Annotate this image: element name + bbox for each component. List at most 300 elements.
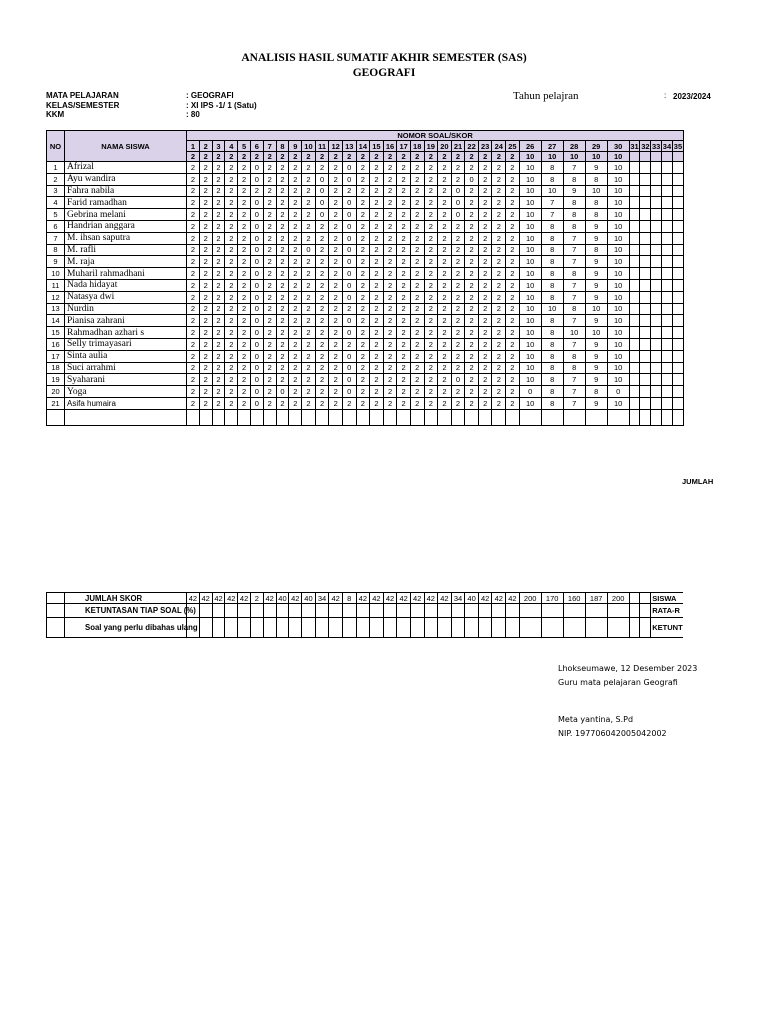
score-cell [629, 386, 640, 398]
score-cell [672, 268, 683, 280]
summary-cell [238, 618, 251, 638]
score-cell: 2 [212, 244, 225, 256]
score-cell: 2 [342, 397, 356, 409]
score-cell: 2 [465, 162, 479, 174]
score-cell: 2 [289, 303, 302, 315]
score-cell: 7 [563, 386, 585, 398]
score-cell: 7 [541, 209, 563, 221]
summary-cell: 42 [424, 593, 438, 604]
score-cell: 2 [451, 268, 465, 280]
score-cell: 2 [383, 185, 397, 197]
score-cell: 2 [187, 209, 200, 221]
score-cell: 9 [585, 268, 607, 280]
summary-blank [47, 593, 65, 604]
score-cell: 2 [383, 209, 397, 221]
score-cell [629, 374, 640, 386]
summary-cell [478, 604, 492, 618]
score-cell [640, 232, 651, 244]
summary-cell [424, 604, 438, 618]
document-subtitle: GEOGRAFI [352, 67, 416, 79]
summary-cell [263, 618, 276, 638]
student-no: 15 [47, 327, 65, 339]
score-cell: 2 [225, 268, 238, 280]
score-cell: 8 [585, 209, 607, 221]
summary-cell [397, 604, 411, 618]
score-cell: 2 [302, 162, 316, 174]
score-cell: 0 [451, 185, 465, 197]
summary-cell [585, 604, 607, 618]
score-cell: 2 [397, 173, 411, 185]
summary-cell: 42 [225, 593, 238, 604]
score-cell: 0 [342, 162, 356, 174]
score-cell: 2 [263, 162, 276, 174]
score-cell: 2 [438, 268, 452, 280]
table-row [47, 173, 684, 185]
score-cell [629, 291, 640, 303]
score-cell: 10 [607, 338, 629, 350]
table-row [47, 162, 684, 174]
score-cell: 2 [438, 162, 452, 174]
score-cell: 2 [397, 185, 411, 197]
name-header: NAMA SISWA [65, 131, 187, 162]
score-cell: 2 [263, 232, 276, 244]
score-cell [629, 397, 640, 409]
student-name: Gebrina melani [65, 209, 187, 221]
score-cell: 2 [289, 185, 302, 197]
student-name: Farid ramadhan [65, 197, 187, 209]
score-cell: 2 [289, 327, 302, 339]
score-cell: 2 [465, 362, 479, 374]
score-cell: 2 [212, 197, 225, 209]
score-cell: 2 [451, 256, 465, 268]
score-cell [629, 220, 640, 232]
summary-cell [541, 604, 563, 618]
score-cell [672, 185, 683, 197]
score-cell: 2 [199, 256, 212, 268]
summary-cell [212, 618, 225, 638]
question-number-header: 5 [238, 141, 251, 152]
jumlah-side-label: JUMLAH [682, 477, 714, 486]
score-cell: 2 [424, 244, 438, 256]
score-cell: 2 [410, 279, 424, 291]
score-cell: 2 [506, 173, 520, 185]
score-cell: 8 [563, 362, 585, 374]
score-cell: 10 [519, 362, 541, 374]
score-cell: 2 [506, 232, 520, 244]
summary-cell [199, 618, 212, 638]
score-cell: 10 [519, 374, 541, 386]
score-cell: 2 [397, 338, 411, 350]
score-cell [662, 173, 673, 185]
score-cell: 2 [410, 209, 424, 221]
table-row [47, 397, 684, 409]
score-cell: 0 [250, 197, 263, 209]
score-cell: 2 [410, 162, 424, 174]
score-cell [651, 291, 662, 303]
score-cell: 2 [492, 338, 506, 350]
score-cell [651, 185, 662, 197]
summary-cell: 42 [478, 593, 492, 604]
score-cell: 2 [289, 338, 302, 350]
score-cell [672, 220, 683, 232]
score-cell: 2 [263, 173, 276, 185]
score-cell [640, 291, 651, 303]
question-number-header: 35 [673, 141, 683, 151]
score-cell: 10 [607, 256, 629, 268]
score-cell: 2 [383, 338, 397, 350]
score-cell: 2 [492, 327, 506, 339]
table-row [47, 279, 684, 291]
score-cell: 2 [225, 220, 238, 232]
score-cell: 2 [383, 362, 397, 374]
score-cell: 2 [356, 244, 370, 256]
score-cell: 2 [199, 209, 212, 221]
score-cell [662, 209, 673, 221]
summary-cell: 42 [506, 593, 520, 604]
score-cell: 2 [315, 256, 329, 268]
score-cell: 2 [225, 232, 238, 244]
blank-cell [607, 409, 629, 425]
score-cell: 2 [289, 256, 302, 268]
score-cell: 2 [370, 291, 384, 303]
mapel-label: MATA PELAJARAN [46, 91, 119, 100]
score-cell: 2 [397, 268, 411, 280]
score-cell: 2 [356, 256, 370, 268]
score-cell: 2 [465, 256, 479, 268]
score-cell: 10 [607, 291, 629, 303]
score-cell: 2 [225, 303, 238, 315]
score-cell: 2 [315, 268, 329, 280]
score-cell: 2 [263, 220, 276, 232]
summary-cell [225, 604, 238, 618]
student-no: 4 [47, 197, 65, 209]
score-cell: 2 [225, 209, 238, 221]
max-score-cell: 2 [342, 152, 356, 162]
max-score-cell: 2 [199, 152, 212, 162]
score-cell: 2 [302, 173, 316, 185]
score-cell: 2 [212, 338, 225, 350]
kelas-value: : XI IPS -1/ 1 (Satu) [186, 100, 257, 110]
score-cell [672, 362, 683, 374]
score-cell: 2 [302, 220, 316, 232]
score-cell: 7 [563, 256, 585, 268]
score-cell: 2 [315, 327, 329, 339]
score-cell: 2 [370, 386, 384, 398]
question-number-header: 24 [492, 141, 506, 152]
score-cell: 2 [424, 173, 438, 185]
student-no: 20 [47, 386, 65, 398]
score-cell: 2 [506, 162, 520, 174]
score-cell: 2 [438, 173, 452, 185]
score-cell: 2 [329, 220, 343, 232]
student-name: Suci arrahmi [65, 362, 187, 374]
score-cell: 10 [519, 291, 541, 303]
score-cell: 2 [356, 374, 370, 386]
score-cell: 0 [465, 173, 479, 185]
table-row [47, 350, 684, 362]
question-number-header: 33 [651, 141, 661, 151]
score-cell: 9 [585, 374, 607, 386]
score-cell: 2 [438, 374, 452, 386]
summary-cell [640, 593, 651, 604]
score-cell: 2 [263, 350, 276, 362]
score-cell: 2 [424, 315, 438, 327]
score-cell: 2 [478, 197, 492, 209]
max-score-cell [651, 152, 662, 162]
score-cell: 10 [607, 315, 629, 327]
score-cell: 0 [302, 244, 316, 256]
score-cell: 10 [607, 268, 629, 280]
student-name: Sinta aulia [65, 350, 187, 362]
score-cell: 2 [397, 362, 411, 374]
score-cell: 2 [383, 397, 397, 409]
score-cell: 2 [397, 303, 411, 315]
blank-cell [640, 409, 651, 425]
summary-cell: 170 [541, 593, 563, 604]
score-cell: 2 [492, 173, 506, 185]
score-cell: 2 [329, 303, 343, 315]
summary-cell: 34 [451, 593, 465, 604]
summary-cell [492, 618, 506, 638]
score-cell: 0 [342, 350, 356, 362]
score-cell: 2 [342, 303, 356, 315]
score-cell: 0 [250, 362, 263, 374]
score-cell [640, 303, 651, 315]
summary-cell [276, 604, 289, 618]
score-cell: 0 [342, 327, 356, 339]
blank-cell [438, 409, 452, 425]
score-cell: 2 [397, 279, 411, 291]
summary-cell: 40 [276, 593, 289, 604]
score-cell: 2 [225, 315, 238, 327]
score-cell: 2 [225, 173, 238, 185]
score-cell: 2 [263, 303, 276, 315]
table-row [47, 197, 684, 209]
score-cell: 2 [302, 197, 316, 209]
score-cell: 2 [238, 268, 251, 280]
summary-cell: 40 [465, 593, 479, 604]
score-cell: 2 [397, 327, 411, 339]
score-cell: 2 [212, 374, 225, 386]
score-cell: 10 [607, 185, 629, 197]
student-no: 11 [47, 279, 65, 291]
summary-table [46, 592, 683, 638]
score-cell: 2 [276, 197, 289, 209]
score-cell: 2 [506, 185, 520, 197]
question-number-header: 16 [383, 141, 397, 152]
score-cell: 2 [187, 268, 200, 280]
student-name: M. rafli [65, 244, 187, 256]
score-cell: 2 [212, 279, 225, 291]
score-cell: 9 [585, 362, 607, 374]
score-cell: 2 [465, 185, 479, 197]
score-cell: 2 [225, 197, 238, 209]
summary-cell [640, 604, 651, 618]
score-cell: 2 [451, 303, 465, 315]
score-cell: 2 [465, 374, 479, 386]
blank-cell [65, 409, 187, 425]
score-cell: 2 [465, 397, 479, 409]
score-cell: 9 [585, 315, 607, 327]
score-cell: 2 [451, 362, 465, 374]
score-cell: 2 [410, 338, 424, 350]
question-number-header: 29 [585, 141, 607, 152]
score-cell: 2 [492, 268, 506, 280]
score-cell [662, 386, 673, 398]
score-cell: 10 [563, 327, 585, 339]
score-cell: 2 [478, 303, 492, 315]
score-cell [640, 244, 651, 256]
score-cell: 2 [199, 291, 212, 303]
score-cell: 0 [342, 256, 356, 268]
summary-cell [629, 593, 640, 604]
score-cell: 7 [563, 338, 585, 350]
score-cell: 2 [276, 338, 289, 350]
blank-cell [585, 409, 607, 425]
score-cell: 2 [383, 327, 397, 339]
summary-cell [289, 618, 302, 638]
score-cell: 10 [585, 185, 607, 197]
score-cell: 2 [438, 209, 452, 221]
score-cell: 2 [506, 244, 520, 256]
score-cell: 10 [607, 220, 629, 232]
summary-cell [199, 604, 212, 618]
score-cell: 2 [238, 338, 251, 350]
score-cell: 2 [276, 268, 289, 280]
score-cell: 2 [478, 279, 492, 291]
score-cell: 2 [383, 350, 397, 362]
score-cell: 2 [438, 327, 452, 339]
score-cell: 0 [250, 374, 263, 386]
score-cell: 2 [451, 232, 465, 244]
score-cell: 2 [438, 279, 452, 291]
score-cell [662, 327, 673, 339]
score-cell: 2 [302, 327, 316, 339]
score-cell: 2 [438, 362, 452, 374]
score-cell: 10 [519, 279, 541, 291]
table-row [47, 338, 684, 350]
score-cell: 2 [370, 209, 384, 221]
max-score-cell: 2 [424, 152, 438, 162]
score-cell: 2 [263, 244, 276, 256]
score-cell: 2 [276, 232, 289, 244]
score-cell: 2 [410, 303, 424, 315]
score-cell: 2 [356, 338, 370, 350]
score-cell [662, 350, 673, 362]
score-cell: 2 [356, 232, 370, 244]
blank-cell [250, 409, 263, 425]
score-cell: 0 [342, 268, 356, 280]
score-cell: 2 [289, 232, 302, 244]
score-cell: 2 [187, 327, 200, 339]
summary-cell: 8 [342, 593, 356, 604]
score-cell [651, 303, 662, 315]
max-score-cell: 10 [607, 152, 629, 162]
summary-cell: 42 [289, 593, 302, 604]
score-cell: 2 [397, 397, 411, 409]
score-cell: 8 [541, 232, 563, 244]
score-cell: 2 [383, 374, 397, 386]
score-cell: 2 [225, 338, 238, 350]
score-cell: 2 [410, 362, 424, 374]
score-cell: 2 [199, 279, 212, 291]
score-cell: 2 [238, 256, 251, 268]
score-cell: 10 [519, 162, 541, 174]
score-cell: 10 [585, 303, 607, 315]
summary-cell [563, 618, 585, 638]
score-cell: 2 [356, 173, 370, 185]
summary-cell [519, 604, 541, 618]
score-cell: 2 [424, 256, 438, 268]
score-cell: 10 [519, 338, 541, 350]
summary-cell [383, 604, 397, 618]
score-cell: 10 [607, 173, 629, 185]
score-cell: 2 [438, 220, 452, 232]
score-cell: 2 [478, 268, 492, 280]
score-cell: 2 [478, 256, 492, 268]
score-cell: 2 [438, 197, 452, 209]
student-name: M. ihsan saputra [65, 232, 187, 244]
score-cell: 2 [329, 256, 343, 268]
blank-cell [629, 409, 640, 425]
score-cell: 2 [370, 279, 384, 291]
score-cell: 2 [302, 291, 316, 303]
score-cell: 10 [519, 268, 541, 280]
score-cell: 2 [478, 362, 492, 374]
score-cell: 2 [397, 256, 411, 268]
score-cell: 2 [342, 338, 356, 350]
score-cell: 2 [329, 197, 343, 209]
score-cell: 2 [289, 374, 302, 386]
summary-cell [585, 618, 607, 638]
score-cell: 2 [289, 362, 302, 374]
score-cell: 2 [263, 197, 276, 209]
score-cell: 2 [238, 209, 251, 221]
summary-cell: 42 [370, 593, 384, 604]
score-cell: 7 [541, 197, 563, 209]
score-cell: 2 [492, 232, 506, 244]
student-no: 19 [47, 374, 65, 386]
score-cell: 2 [329, 291, 343, 303]
score-cell: 0 [250, 209, 263, 221]
score-cell: 2 [329, 362, 343, 374]
score-cell: 10 [519, 315, 541, 327]
score-cell: 2 [315, 291, 329, 303]
document-title: ANALISIS HASIL SUMATIF AKHIR SEMESTER (SAS) [241, 52, 527, 64]
score-cell: 2 [263, 209, 276, 221]
score-cell: 2 [383, 268, 397, 280]
student-no: 3 [47, 185, 65, 197]
student-name: Yoga [65, 386, 187, 398]
score-cell [662, 268, 673, 280]
score-cell: 2 [315, 374, 329, 386]
score-cell: 10 [519, 303, 541, 315]
score-cell: 0 [342, 173, 356, 185]
score-cell: 2 [465, 244, 479, 256]
blank-cell [672, 409, 683, 425]
score-cell: 2 [356, 291, 370, 303]
score-cell: 2 [289, 350, 302, 362]
score-cell: 2 [276, 374, 289, 386]
score-cell: 2 [199, 374, 212, 386]
blank-cell [383, 409, 397, 425]
blank-cell [47, 409, 65, 425]
score-cell: 2 [356, 315, 370, 327]
score-cell: 2 [315, 303, 329, 315]
score-cell [672, 232, 683, 244]
score-cell: 2 [451, 327, 465, 339]
score-cell [640, 268, 651, 280]
